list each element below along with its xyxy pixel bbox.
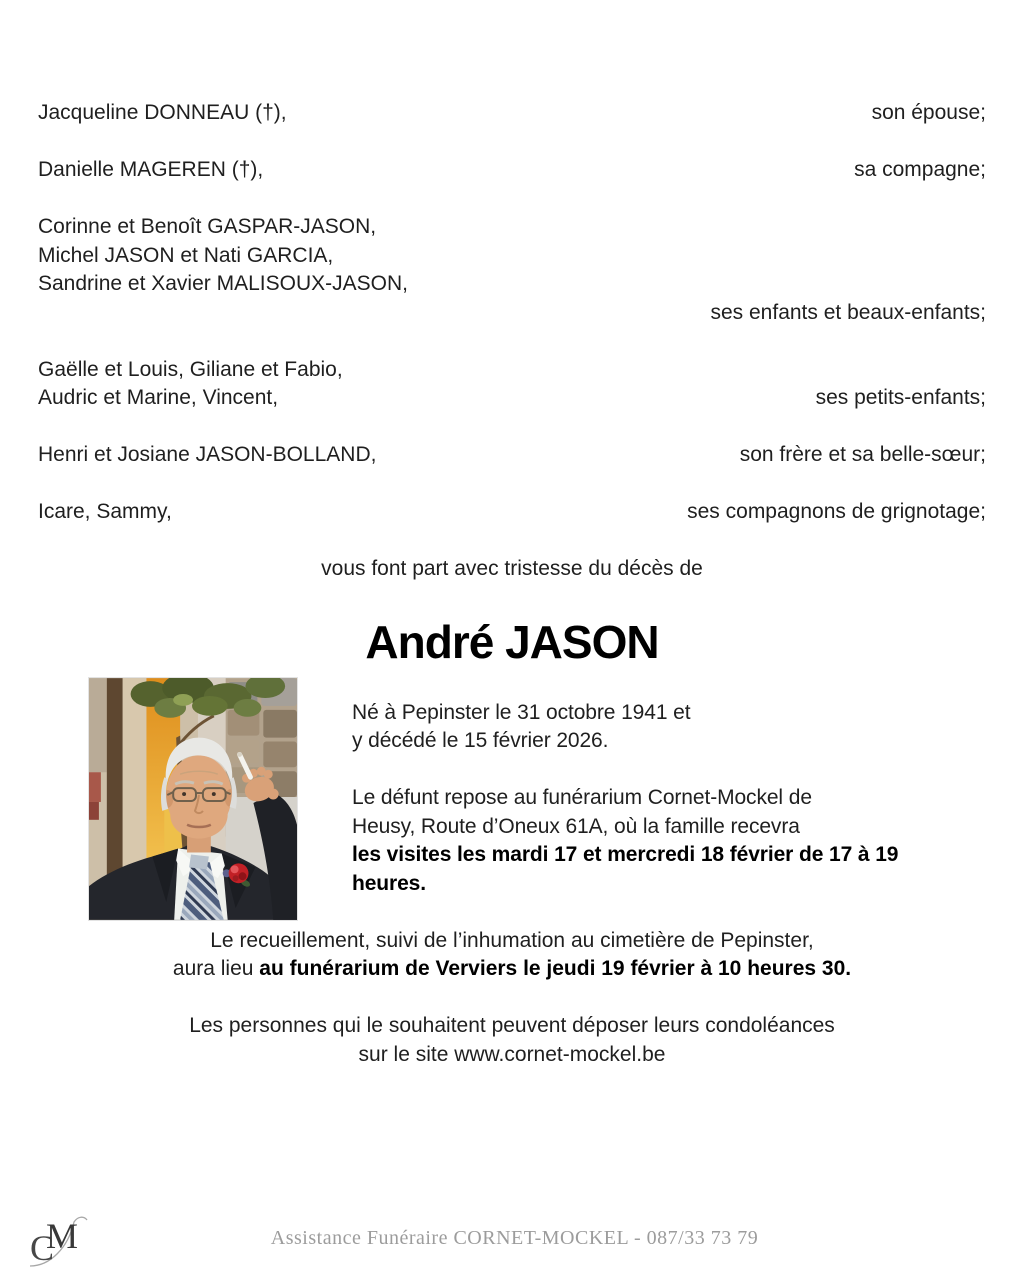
family-row-brother — [38, 441, 986, 470]
relative-name: Icare, Sammy, — [38, 500, 172, 523]
repose-paragraph — [352, 784, 898, 898]
deceased-name: André JASON — [365, 615, 659, 668]
visits-line: les visites les mardi 17 et mercredi 18 février de 17 à 19 — [352, 843, 899, 866]
repose-line: Le défunt repose au funérarium Cornet-Mockel de — [352, 786, 812, 809]
relative-name: Audric et Marine, Vincent, — [38, 386, 279, 409]
announcement-line: vous font part avec tristesse du décès de — [321, 557, 703, 580]
condolences-info — [38, 1012, 986, 1069]
relation-label: son frère et sa belle-sœur; — [739, 443, 986, 466]
photo-and-details — [88, 677, 986, 921]
relation-label: ses compagnons de grignotage; — [687, 500, 986, 523]
relation-label: ses enfants et beaux-enfants; — [710, 300, 986, 324]
birth-death-paragraph — [352, 699, 898, 756]
relative-name: Henri et Josiane JASON-BOLLAND, — [38, 443, 377, 466]
relative-name: Gaëlle et Louis, Giliane et Fabio, — [38, 357, 343, 381]
logo-letter-m: M — [46, 1216, 79, 1256]
family-row-spouse — [38, 99, 986, 128]
funeral-home-contact: Assistance Funéraire CORNET-MOCKEL - 087/33 73 79 — [270, 1227, 759, 1249]
condolences-line: Les personnes qui le souhaitent peuvent déposer leurs condoléances — [189, 1014, 835, 1037]
portrait-photo — [88, 677, 298, 921]
death-details — [352, 677, 898, 921]
ceremony-bold: au funérarium de Verviers le jeudi 19 février à 10 heures 30. — [259, 957, 852, 980]
relation-label: ses petits-enfants; — [815, 386, 986, 409]
family-row-partner — [38, 156, 986, 185]
family-row-pets — [38, 498, 986, 527]
relative-name: Danielle MAGEREN (†), — [38, 158, 264, 181]
relative-name: Corinne et Benoît GASPAR-JASON, — [38, 215, 377, 238]
logo-letter-c: C — [30, 1228, 55, 1268]
family-group-children — [38, 213, 986, 327]
family-group-grandchildren — [38, 356, 986, 413]
ceremony-line: Le recueillement, suivi de l’inhumation au cimetière de Pepinster, — [210, 928, 814, 952]
death-line: y décédé le 15 février 2026. — [352, 729, 609, 752]
ceremony-info — [38, 927, 986, 984]
relation-label: son épouse; — [871, 101, 986, 124]
relative-name: Sandrine et Xavier MALISOUX-JASON, — [38, 272, 408, 295]
condolences-line: sur le site www.cornet-mockel.be — [358, 1042, 666, 1066]
repose-line: Heusy, Route d’Oneux 61A, où la famille recevra — [352, 814, 800, 838]
relation-label: sa compagne; — [854, 158, 986, 181]
ceremony-prefix: aura lieu — [172, 957, 260, 980]
ceremony-line — [38, 955, 986, 984]
birth-line: Né à Pepinster le 31 octobre 1941 et — [352, 700, 691, 724]
relative-name: Michel JASON et Nati GARCIA, — [38, 243, 334, 267]
visits-line: heures. — [352, 871, 426, 895]
relative-name: Jacqueline DONNEAU (†), — [38, 101, 287, 124]
